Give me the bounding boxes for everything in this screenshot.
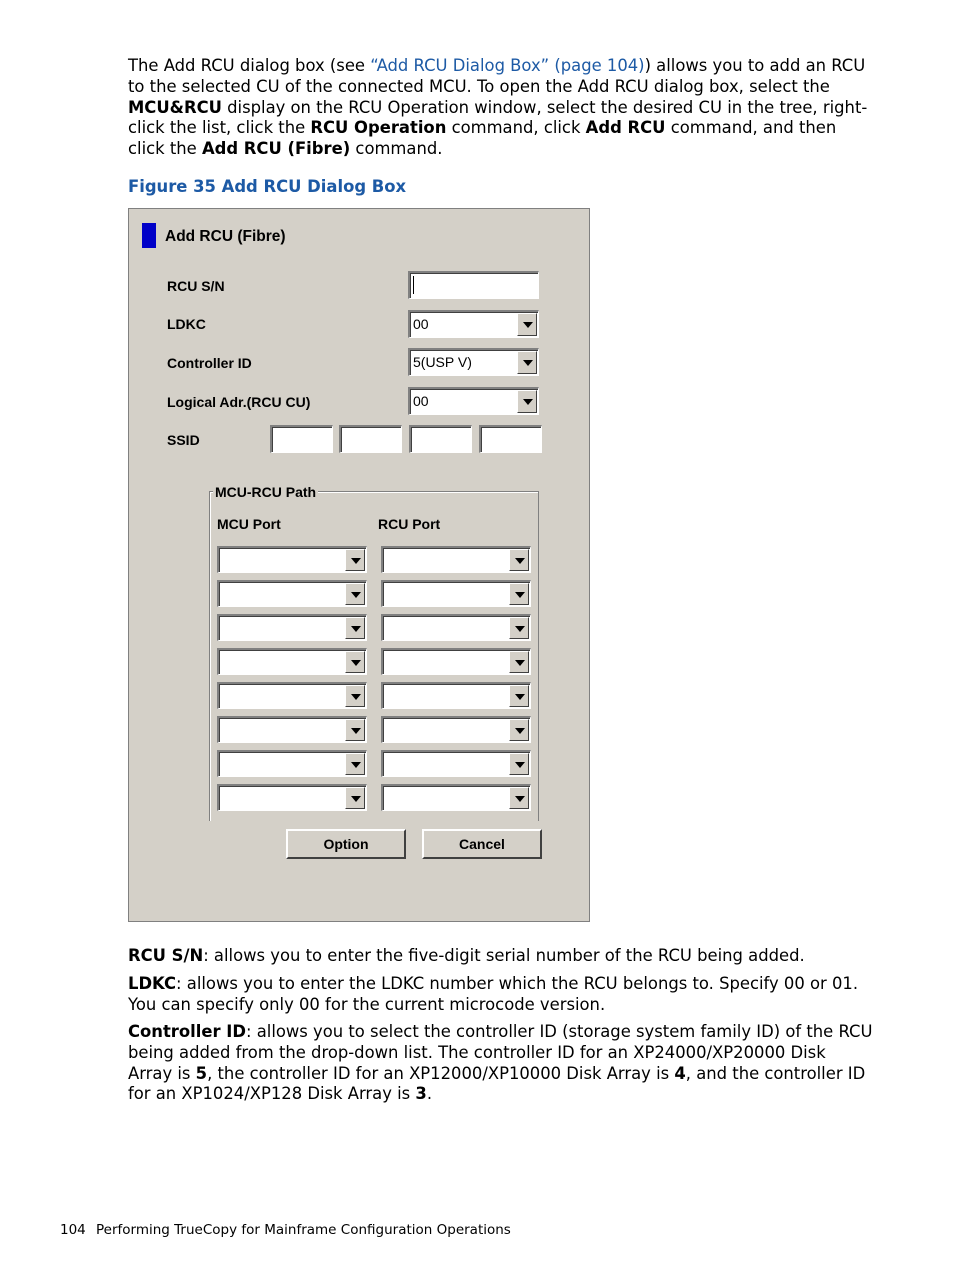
rcu-port-combobox[interactable] [381,614,531,641]
chevron-down-icon[interactable] [509,617,529,639]
mcu-port-combobox[interactable] [217,716,367,743]
intro-paragraph: The Add RCU dialog box (see “Add RCU Dialog Box” (page 104)) allows you to add an RCU to the selected CU of the connected MCU. To open the Add RCU dialog box, select the MCU&RCU display on the RCU Operation window, select the desired CU in the tree, right-click the list, click the RCU Operation command, click Add RCU command, and then click the Add RCU (Fibre) command. [128,56,868,159]
ssid-input-4[interactable] [479,425,542,453]
chevron-down-icon[interactable] [345,719,365,741]
chevron-down-icon[interactable] [509,549,529,571]
chevron-down-icon[interactable] [517,313,537,336]
mcu-port-combobox[interactable] [217,614,367,641]
chevron-down-icon[interactable] [517,390,537,413]
add-rcu-dialog-link[interactable]: “Add RCU Dialog Box” (page 104) [370,56,645,75]
rcu-sn-description: RCU S/N: allows you to enter the five-digit serial number of the RCU being added. [128,946,805,965]
chapter-title: Performing TrueCopy for Mainframe Configuration Operations [96,1222,511,1238]
text-caret [413,276,414,294]
rcu-port-combobox[interactable] [381,648,531,675]
chevron-down-icon[interactable] [509,787,529,809]
rcu-port-combobox[interactable] [381,750,531,777]
ssid-label: SSID [167,432,200,448]
cancel-button[interactable]: Cancel [422,829,542,859]
rcu-port-combobox[interactable] [381,546,531,573]
ldkc-combobox[interactable]: 00 [408,310,539,338]
chevron-down-icon[interactable] [509,719,529,741]
controller-id-label: Controller ID [167,355,252,371]
rcu-port-combobox[interactable] [381,716,531,743]
controller-id-combobox[interactable]: 5(USP V) [408,348,539,376]
ssid-input-3[interactable] [409,425,472,453]
figure-caption: Figure 35 Add RCU Dialog Box [128,177,407,196]
rcu-port-label: RCU Port [378,516,441,532]
mcu-port-label: MCU Port [217,516,281,532]
rcu-port-combobox[interactable] [381,580,531,607]
rcu-sn-label: RCU S/N [167,278,225,294]
chevron-down-icon[interactable] [345,617,365,639]
page-footer [60,1222,511,1238]
mcu-port-combobox[interactable] [217,580,367,607]
chevron-down-icon[interactable] [509,583,529,605]
add-rcu-dialog [128,208,590,922]
chevron-down-icon[interactable] [509,651,529,673]
rcu-port-combobox[interactable] [381,682,531,709]
rcu-port-combobox[interactable] [381,784,531,811]
chevron-down-icon[interactable] [345,583,365,605]
mcu-port-combobox[interactable] [217,682,367,709]
ssid-input-2[interactable] [339,425,402,453]
chevron-down-icon[interactable] [345,549,365,571]
ldkc-label: LDKC [167,316,206,332]
option-button[interactable]: Option [286,829,406,859]
logical-adr-label: Logical Adr.(RCU CU) [167,394,311,410]
logical-adr-combobox[interactable]: 00 [408,387,539,415]
page-number: 104 [60,1222,86,1238]
chevron-down-icon[interactable] [345,651,365,673]
chevron-down-icon[interactable] [509,685,529,707]
ldkc-description: LDKC: allows you to enter the LDKC number which the RCU belongs to. Specify 00 or 01. You can specify only 00 for the current microcode version. [128,974,859,1014]
mcu-port-combobox[interactable] [217,648,367,675]
controller-id-description: Controller ID: allows you to select the controller ID (storage system family ID) of the RCU being added from the drop-down list. The controller ID for an XP24000/XP20000 Disk Array is 5, the controller ID for an XP12000/XP10000 Disk Array is 4, and the controller ID for an XP1024/XP128 Disk Array is 3. [128,1022,873,1104]
chevron-down-icon[interactable] [345,787,365,809]
rcu-sn-input[interactable] [408,271,539,299]
chevron-down-icon[interactable] [517,351,537,374]
mcu-port-combobox[interactable] [217,750,367,777]
chevron-down-icon[interactable] [509,753,529,775]
ssid-input-1[interactable] [270,425,333,453]
chevron-down-icon[interactable] [345,685,365,707]
dialog-title: Add RCU (Fibre) [165,228,286,245]
chevron-down-icon[interactable] [345,753,365,775]
mcu-rcu-path-legend: MCU-RCU Path [215,484,317,500]
title-marker-icon [142,223,156,248]
mcu-port-combobox[interactable] [217,784,367,811]
mcu-port-combobox[interactable] [217,546,367,573]
